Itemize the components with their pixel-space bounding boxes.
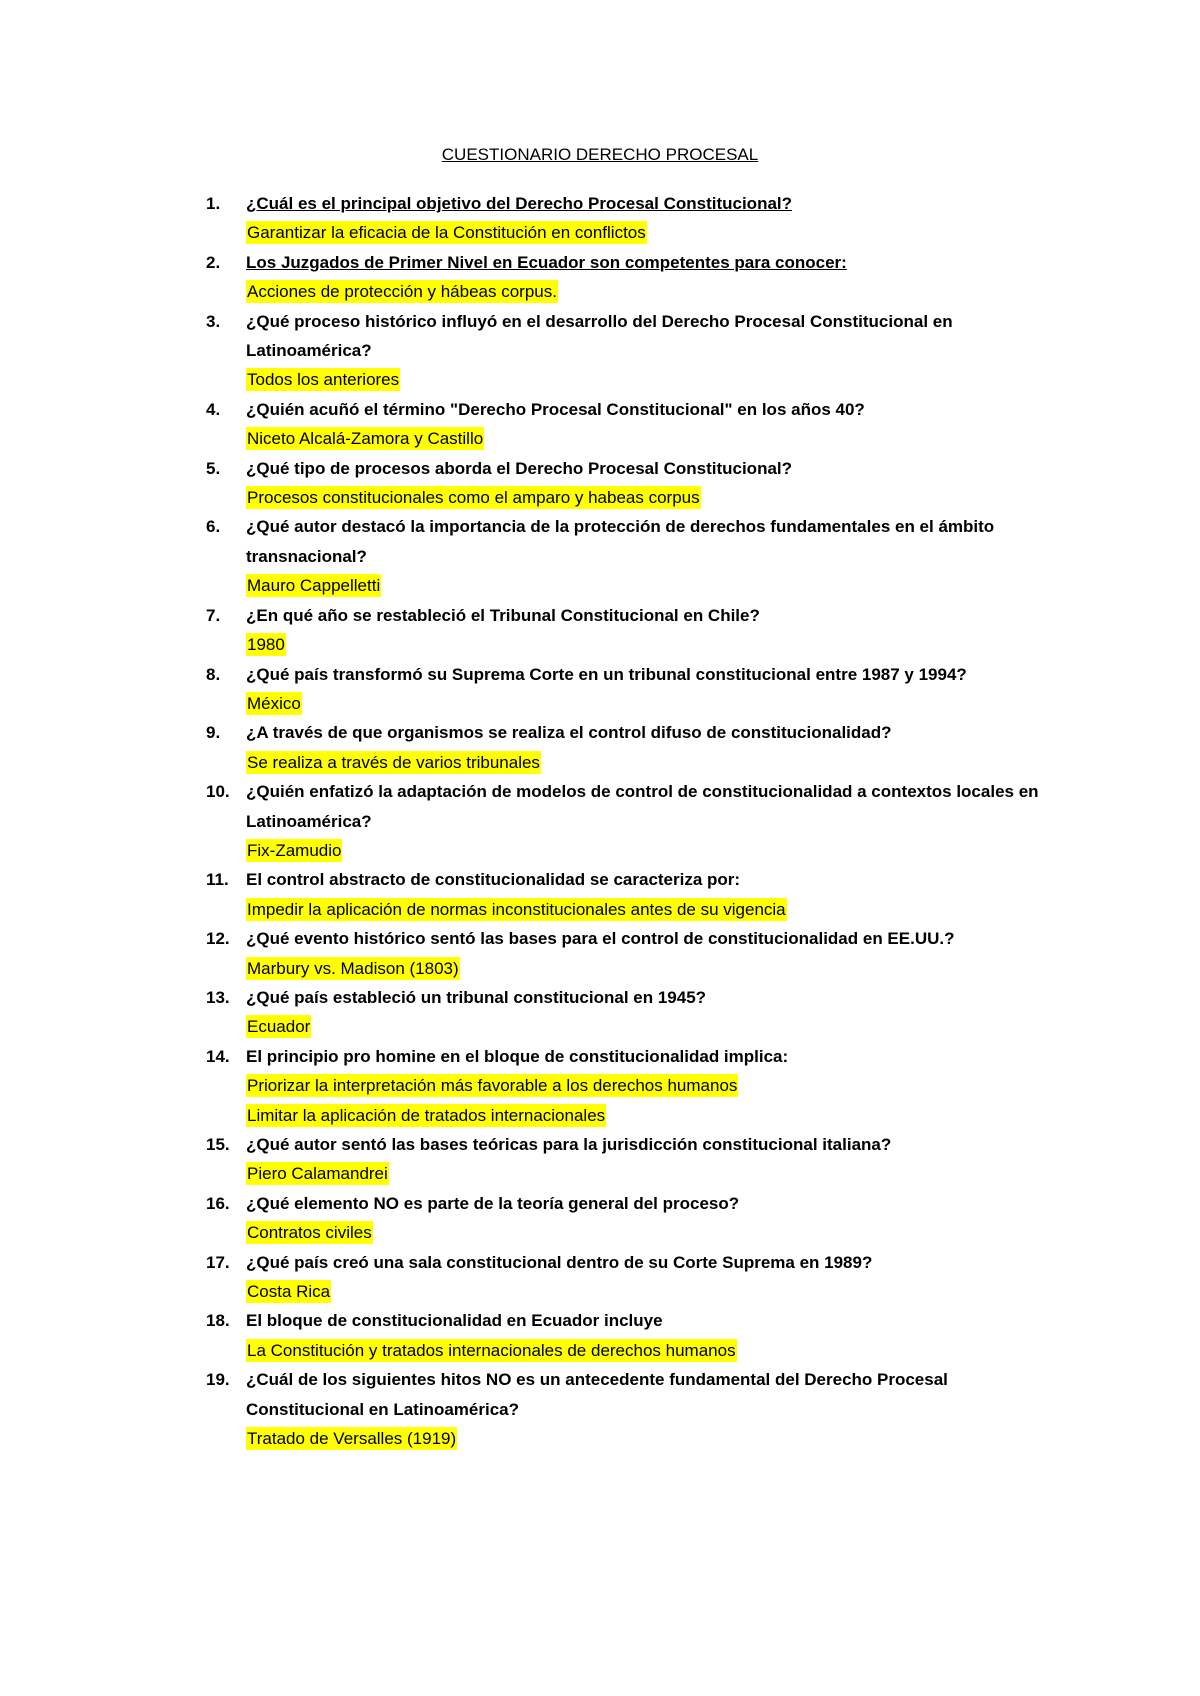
question-item — [0, 660, 1200, 719]
question-item — [0, 1189, 1200, 1248]
question-row — [0, 660, 1200, 689]
answer-line — [246, 1101, 1200, 1130]
highlighted-answer: La Constitución y tratados internacionales de derechos humanos — [247, 1340, 736, 1360]
highlighted-answer: Priorizar la interpretación más favorable a los derechos humanos — [247, 1076, 738, 1096]
question-item — [0, 512, 1200, 600]
highlighted-answer: Costa Rica — [247, 1282, 331, 1302]
question-text: ¿Quién enfatizó la adaptación de modelos de control de constitucionalidad a contextos locales en Latinoamérica? — [246, 782, 1039, 831]
question-number: 19. — [206, 1370, 230, 1390]
question-row — [0, 777, 1200, 836]
question-number: 12. — [206, 929, 230, 949]
answer-line — [246, 483, 1200, 512]
question-row — [0, 1306, 1200, 1335]
question-text: ¿Cuál de los siguientes hitos NO es un antecedente fundamental del Derecho Procesal Constitucional en Latinoamérica? — [246, 1370, 948, 1419]
question-row — [0, 307, 1200, 366]
question-row — [0, 865, 1200, 894]
question-item — [0, 1042, 1200, 1130]
question-text: El principio pro homine en el bloque de constitucionalidad implica: — [246, 1046, 789, 1066]
question-item — [0, 189, 1200, 248]
question-item — [0, 1365, 1200, 1453]
question-number: 6. — [206, 517, 221, 537]
question-number: 8. — [206, 664, 221, 684]
answer-line — [246, 218, 1200, 247]
question-text: ¿Cuál es el principal objetivo del Derecho Procesal Constitucional? — [246, 194, 793, 213]
highlighted-answer: Acciones de protección y hábeas corpus. — [247, 282, 557, 302]
question-text: ¿A través de que organismos se realiza el control difuso de constitucionalidad? — [246, 723, 892, 743]
question-text: ¿Quién acuñó el término "Derecho Procesal Constitucional" en los años 40? — [246, 399, 865, 419]
question-number: 16. — [206, 1193, 230, 1213]
highlighted-answer: 1980 — [247, 635, 285, 655]
question-number: 5. — [206, 458, 221, 478]
question-item — [0, 777, 1200, 865]
question-number: 15. — [206, 1135, 230, 1154]
question-row — [0, 718, 1200, 747]
highlighted-answer: Ecuador — [247, 1017, 311, 1037]
question-row — [0, 1189, 1200, 1218]
question-item — [0, 601, 1200, 660]
answer-line — [246, 836, 1200, 865]
question-row — [0, 1248, 1200, 1277]
highlighted-answer: Se realiza a través de varios tribunales — [247, 752, 540, 772]
document-title: CUESTIONARIO DERECHO PROCESAL — [441, 145, 759, 164]
question-item — [0, 718, 1200, 777]
question-item — [0, 865, 1200, 924]
question-text: ¿Qué elemento NO es parte de la teoría general del proceso? — [246, 1193, 740, 1213]
highlighted-answer: Todos los anteriores — [247, 370, 400, 390]
question-text: ¿Qué país estableció un tribunal constitucional en 1945? — [246, 987, 707, 1007]
question-row — [0, 1365, 1200, 1424]
question-number: 18. — [206, 1311, 230, 1331]
question-number: 2. — [206, 252, 221, 272]
question-number: 10. — [206, 782, 230, 802]
highlighted-answer: Piero Calamandrei — [247, 1164, 388, 1184]
question-number: 4. — [206, 399, 221, 419]
question-number: 11. — [206, 870, 229, 890]
question-number: 14. — [206, 1046, 230, 1066]
answer-line — [246, 277, 1200, 306]
question-number: 1. — [206, 194, 221, 213]
question-row — [0, 248, 1200, 277]
question-item — [0, 395, 1200, 454]
question-item — [0, 1306, 1200, 1365]
highlighted-answer: Niceto Alcalá-Zamora y Castillo — [247, 429, 484, 449]
question-number: 9. — [206, 723, 221, 743]
answer-line — [246, 571, 1200, 600]
highlighted-answer: Mauro Cappelletti — [247, 576, 381, 596]
answer-line — [246, 1012, 1200, 1041]
question-row — [0, 395, 1200, 424]
answer-line — [246, 689, 1200, 718]
highlighted-answer: Fix-Zamudio — [247, 840, 342, 860]
question-row — [0, 924, 1200, 953]
answer-line — [246, 1071, 1200, 1100]
answer-line — [246, 1277, 1200, 1306]
answer-line — [246, 1336, 1200, 1365]
answer-line — [246, 895, 1200, 924]
question-row — [0, 601, 1200, 630]
answer-line — [246, 630, 1200, 659]
highlighted-answer: Marbury vs. Madison (1803) — [247, 958, 459, 978]
highlighted-answer: Contratos civiles — [247, 1223, 372, 1243]
answer-line — [246, 1218, 1200, 1247]
highlighted-answer: Impedir la aplicación de normas inconstitucionales antes de su vigencia — [247, 899, 786, 919]
question-text: ¿Qué evento histórico sentó las bases para el control de constitucionalidad en EE.UU.? — [246, 929, 955, 949]
question-text: ¿Qué autor sentó las bases teóricas para la jurisdicción constitucional italiana? — [246, 1135, 892, 1154]
highlighted-answer: Limitar la aplicación de tratados internacionales — [247, 1105, 606, 1125]
question-text: Los Juzgados de Primer Nivel en Ecuador son competentes para conocer: — [246, 252, 847, 272]
question-text: El bloque de constitucionalidad en Ecuador incluye — [246, 1311, 663, 1331]
answer-line — [246, 1424, 1200, 1453]
answer-line — [246, 748, 1200, 777]
question-number: 17. — [206, 1252, 230, 1272]
question-row — [0, 189, 1200, 218]
question-item — [0, 307, 1200, 395]
question-item — [0, 983, 1200, 1042]
highlighted-answer: Garantizar la eficacia de la Constitución en conflictos — [247, 223, 646, 243]
question-text: ¿Qué proceso histórico influyó en el desarrollo del Derecho Procesal Constitucional en Latinoamérica? — [246, 311, 953, 361]
answer-line — [246, 424, 1200, 453]
answer-line — [246, 1159, 1200, 1188]
question-list — [0, 189, 1200, 1453]
question-text: ¿Qué autor destacó la importancia de la protección de derechos fundamentales en el ámbito transnacional? — [246, 517, 995, 566]
question-text: ¿En qué año se restableció el Tribunal Constitucional en Chile? — [246, 605, 760, 625]
question-row — [0, 983, 1200, 1012]
question-item — [0, 248, 1200, 307]
answer-line — [246, 954, 1200, 983]
highlighted-answer: Tratado de Versalles (1919) — [247, 1429, 457, 1449]
question-row — [0, 1130, 1200, 1159]
question-number: 3. — [206, 311, 221, 331]
highlighted-answer: Procesos constitucionales como el amparo y habeas corpus — [247, 488, 700, 508]
question-number: 7. — [206, 605, 221, 625]
answer-line — [246, 365, 1200, 394]
question-text: ¿Qué país creó una sala constitucional dentro de su Corte Suprema en 1989? — [246, 1252, 873, 1272]
question-number: 13. — [206, 987, 230, 1007]
question-item — [0, 924, 1200, 983]
question-row — [0, 512, 1200, 571]
question-row — [0, 1042, 1200, 1071]
question-item — [0, 1248, 1200, 1307]
question-text: ¿Qué país transformó su Suprema Corte en un tribunal constitucional entre 1987 y 1994? — [246, 664, 967, 684]
question-item — [0, 1130, 1200, 1189]
question-item — [0, 454, 1200, 513]
question-text: ¿Qué tipo de procesos aborda el Derecho Procesal Constitucional? — [246, 458, 793, 478]
question-row — [0, 454, 1200, 483]
question-text: El control abstracto de constitucionalidad se caracteriza por: — [246, 870, 741, 890]
highlighted-answer: México — [247, 693, 301, 713]
